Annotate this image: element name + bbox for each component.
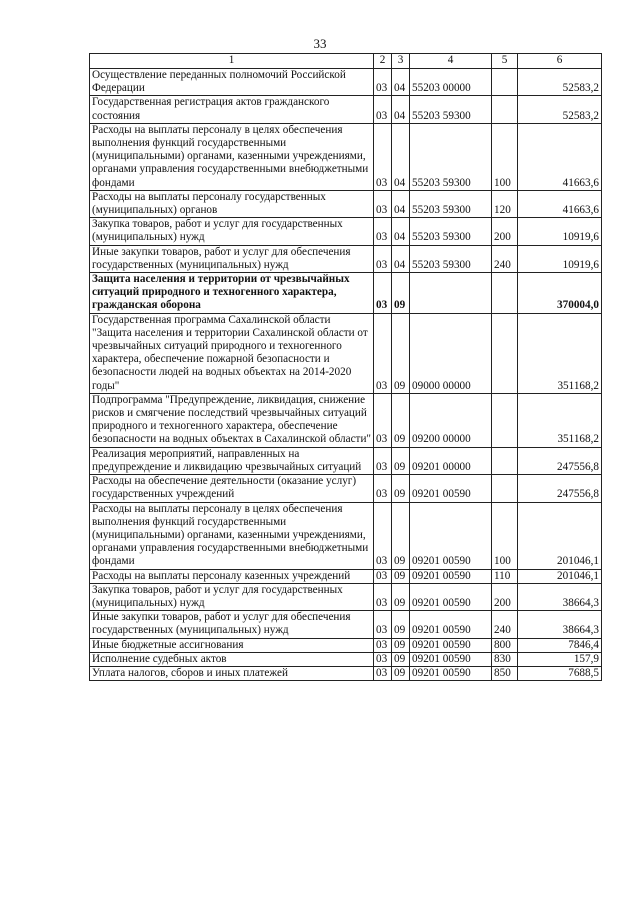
row-subsection-cell: 04 [392, 69, 410, 96]
row-expense-type-cell: 200 [492, 218, 518, 245]
row-subsection-cell: 04 [392, 218, 410, 245]
table-row [90, 273, 602, 314]
table-row [90, 666, 602, 680]
row-name-cell: Исполнение судебных актов [90, 652, 374, 666]
row-expense-type-cell [492, 96, 518, 123]
row-name-cell: Расходы на выплаты персоналу государственных (муниципальных) органов [90, 190, 374, 217]
row-target-cell: 09201 00590 [410, 666, 492, 680]
row-target-cell: 55203 00000 [410, 69, 492, 96]
row-target-cell: 09201 00590 [410, 611, 492, 638]
row-amount-cell: 201046,1 [518, 502, 602, 569]
row-target-cell [410, 273, 492, 314]
row-section-cell: 03 [374, 475, 392, 502]
row-subsection-cell: 04 [392, 123, 410, 190]
table-row [90, 190, 602, 217]
row-expense-type-cell: 240 [492, 245, 518, 272]
row-name-cell: Закупка товаров, работ и услуг для государственных (муниципальных) нужд [90, 583, 374, 610]
budget-table [89, 53, 602, 681]
row-name-cell: Подпрограмма "Предупреждение, ликвидация, снижение рисков и смягчение последствий чрезвычайных ситуаций природного и техногенного характера, обеспечение безопасности на водных объектах в Сахалинской области" [90, 393, 374, 447]
row-amount-cell: 41663,6 [518, 123, 602, 190]
row-name-cell: Реализация мероприятий, направленных на предупреждение и ликвидацию чрезвычайных ситуаций [90, 447, 374, 474]
table-row [90, 638, 602, 652]
row-amount-cell: 10919,6 [518, 218, 602, 245]
row-section-cell: 03 [374, 273, 392, 314]
row-subsection-cell: 09 [392, 583, 410, 610]
row-subsection-cell: 09 [392, 666, 410, 680]
table-row [90, 218, 602, 245]
row-target-cell: 09201 00590 [410, 652, 492, 666]
row-amount-cell: 41663,6 [518, 190, 602, 217]
row-expense-type-cell: 110 [492, 569, 518, 583]
row-subsection-cell: 09 [392, 313, 410, 393]
table-row [90, 69, 602, 96]
table-row [90, 611, 602, 638]
table-row [90, 652, 602, 666]
page-number: 33 [313, 36, 327, 51]
row-target-cell: 09201 00590 [410, 583, 492, 610]
row-name-cell: Расходы на выплаты персоналу в целях обеспечения выполнения функций государственными (муниципальными) органами, казенными учреждениями, органами управления государственными внебюджетными фондами [90, 502, 374, 569]
row-section-cell: 03 [374, 218, 392, 245]
table-row [90, 245, 602, 272]
row-expense-type-cell: 830 [492, 652, 518, 666]
row-subsection-cell: 04 [392, 190, 410, 217]
row-section-cell: 03 [374, 190, 392, 217]
header-cell-6: 6 [518, 54, 602, 69]
row-amount-cell: 38664,3 [518, 583, 602, 610]
table-row [90, 583, 602, 610]
row-name-cell: Расходы на обеспечение деятельности (оказание услуг) государственных учреждений [90, 475, 374, 502]
row-amount-cell: 52583,2 [518, 69, 602, 96]
row-expense-type-cell: 100 [492, 502, 518, 569]
row-expense-type-cell [492, 475, 518, 502]
row-name-cell: Расходы на выплаты персоналу в целях обеспечения выполнения функций государственными (муниципальными) органами, казенными учреждениями, органами управления государственными внебюджетными фондами [90, 123, 374, 190]
row-target-cell: 09201 00590 [410, 569, 492, 583]
table-row [90, 475, 602, 502]
row-amount-cell: 52583,2 [518, 96, 602, 123]
row-expense-type-cell [492, 69, 518, 96]
table-row [90, 569, 602, 583]
row-subsection-cell: 09 [392, 273, 410, 314]
table-row [90, 313, 602, 393]
table-row [90, 447, 602, 474]
header-cell-3: 3 [392, 54, 410, 69]
row-amount-cell: 370004,0 [518, 273, 602, 314]
header-cell-5: 5 [492, 54, 518, 69]
row-amount-cell: 247556,8 [518, 447, 602, 474]
row-expense-type-cell: 800 [492, 638, 518, 652]
row-amount-cell: 157,9 [518, 652, 602, 666]
row-subsection-cell: 09 [392, 393, 410, 447]
row-name-cell: Закупка товаров, работ и услуг для государственных (муниципальных) нужд [90, 218, 374, 245]
row-amount-cell: 247556,8 [518, 475, 602, 502]
row-name-cell: Защита населения и территории от чрезвычайных ситуаций природного и техногенного характера, гражданская оборона [90, 273, 374, 314]
row-section-cell: 03 [374, 447, 392, 474]
row-section-cell: 03 [374, 96, 392, 123]
header-row [90, 54, 602, 69]
row-name-cell: Иные закупки товаров, работ и услуг для обеспечения государственных (муниципальных) нужд [90, 611, 374, 638]
row-target-cell: 55203 59300 [410, 218, 492, 245]
row-section-cell: 03 [374, 652, 392, 666]
row-subsection-cell: 09 [392, 447, 410, 474]
row-target-cell: 09201 00590 [410, 638, 492, 652]
row-target-cell: 09201 00590 [410, 475, 492, 502]
row-amount-cell: 38664,3 [518, 611, 602, 638]
row-section-cell: 03 [374, 611, 392, 638]
row-amount-cell: 351168,2 [518, 313, 602, 393]
row-expense-type-cell [492, 447, 518, 474]
row-expense-type-cell: 240 [492, 611, 518, 638]
row-amount-cell: 7846,4 [518, 638, 602, 652]
row-amount-cell: 351168,2 [518, 393, 602, 447]
row-subsection-cell: 09 [392, 638, 410, 652]
row-expense-type-cell [492, 393, 518, 447]
table-row [90, 123, 602, 190]
row-section-cell: 03 [374, 245, 392, 272]
row-name-cell: Уплата налогов, сборов и иных платежей [90, 666, 374, 680]
row-section-cell: 03 [374, 69, 392, 96]
row-subsection-cell: 09 [392, 569, 410, 583]
row-subsection-cell: 09 [392, 611, 410, 638]
row-target-cell: 09201 00000 [410, 447, 492, 474]
row-expense-type-cell [492, 273, 518, 314]
row-expense-type-cell: 200 [492, 583, 518, 610]
row-name-cell: Расходы на выплаты персоналу казенных учреждений [90, 569, 374, 583]
row-target-cell: 55203 59300 [410, 245, 492, 272]
row-name-cell: Осуществление переданных полномочий Российской Федерации [90, 69, 374, 96]
row-expense-type-cell [492, 313, 518, 393]
row-section-cell: 03 [374, 569, 392, 583]
table-row [90, 393, 602, 447]
table-row [90, 502, 602, 569]
row-target-cell: 55203 59300 [410, 190, 492, 217]
row-target-cell: 09200 00000 [410, 393, 492, 447]
row-section-cell: 03 [374, 583, 392, 610]
row-target-cell: 09201 00590 [410, 502, 492, 569]
row-subsection-cell: 09 [392, 502, 410, 569]
row-subsection-cell: 04 [392, 96, 410, 123]
row-amount-cell: 7688,5 [518, 666, 602, 680]
row-subsection-cell: 04 [392, 245, 410, 272]
row-section-cell: 03 [374, 502, 392, 569]
row-expense-type-cell: 100 [492, 123, 518, 190]
row-name-cell: Иные бюджетные ассигнования [90, 638, 374, 652]
header-cell-4: 4 [410, 54, 492, 69]
row-section-cell: 03 [374, 313, 392, 393]
row-name-cell: Государственная программа Сахалинской области "Защита населения и территории Сахалинской области от чрезвычайных ситуаций природного и техногенного характера, обеспечение пожарной безопасности и безопасности людей на водных объектах на 2014-2020 годы" [90, 313, 374, 393]
row-target-cell: 09000 00000 [410, 313, 492, 393]
row-target-cell: 55203 59300 [410, 96, 492, 123]
row-subsection-cell: 09 [392, 652, 410, 666]
header-cell-2: 2 [374, 54, 392, 69]
row-section-cell: 03 [374, 666, 392, 680]
table-row [90, 96, 602, 123]
row-amount-cell: 201046,1 [518, 569, 602, 583]
row-section-cell: 03 [374, 123, 392, 190]
row-name-cell: Государственная регистрация актов гражданского состояния [90, 96, 374, 123]
row-expense-type-cell: 120 [492, 190, 518, 217]
header-cell-1: 1 [90, 54, 374, 69]
row-amount-cell: 10919,6 [518, 245, 602, 272]
row-name-cell: Иные закупки товаров, работ и услуг для обеспечения государственных (муниципальных) нужд [90, 245, 374, 272]
row-subsection-cell: 09 [392, 475, 410, 502]
row-expense-type-cell: 850 [492, 666, 518, 680]
row-target-cell: 55203 59300 [410, 123, 492, 190]
row-section-cell: 03 [374, 393, 392, 447]
row-section-cell: 03 [374, 638, 392, 652]
